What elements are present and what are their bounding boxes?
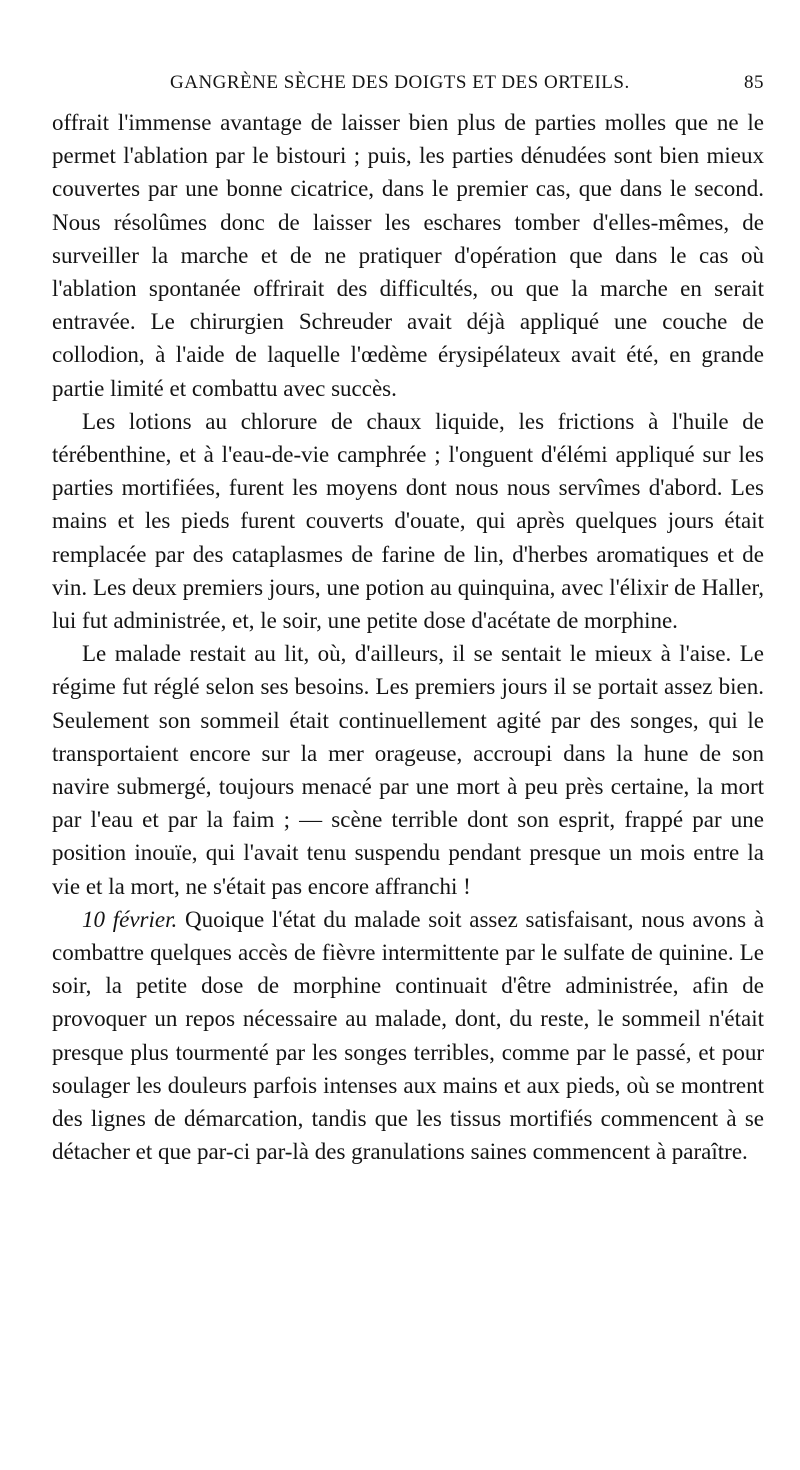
book-page xyxy=(52,72,764,1169)
paragraph-continuation: offrait l'immense avantage de laisser bien plus de parties molles que ne le permet l'ablation par le bistouri ; puis, les parties dénudées sont bien mieux couvertes par une bonne cicatrice, dans le premier cas, que dans le second. Nous résolûmes donc de laisser les eschares tomber d'elles-mêmes, de surveiller la marche et de ne pratiquer d'opération que dans le cas où l'ablation spontanée offrirait des difficultés, ou que la marche en serait entravée. Le chirurgien Schreuder avait déjà appliqué une couche de collodion, à l'aide de laquelle l'œdème érysipélateux avait été, en grande partie limité et combattu avec succès. xyxy=(52,110,764,401)
paragraph-treatment: Les lotions au chlorure de chaux liquide, les frictions à l'huile de térébenthine, et à l'eau-de-vie camphrée ; l'onguent d'élémi appliqué sur les parties mortifiées, furent les moyens dont nous nous servîmes d'abord. Les mains et les pieds furent couverts d'ouate, qui après quelques jours était remplacée par des cataplasmes de farine de lin, d'herbes aromatiques et de vin. Les deux premiers jours, une potion au quinquina, avec l'élixir de Haller, lui fut administrée, et, le soir, une petite dose d'acétate de morphine. xyxy=(52,408,764,634)
body-text xyxy=(52,106,764,1169)
entry-text: Quoique l'état du malade soit assez satisfaisant, nous avons à combattre quelques accès de fièvre intermittente par le sulfate de quinine. Le soir, la petite dose de morphine continuait d'être administrée, afin de provoquer un repos nécessaire au malade, dont, du reste, le sommeil n'était presque plus tourmenté par les songes terribles, comme par le passé, et pour soulager les douleurs parfois intenses aux mains et aux pieds, où se montrent des lignes de démarcation, tandis que les tissus mortifiés commencent à se détacher et que par-ci par-là des granulations saines commencent à paraître. xyxy=(52,906,764,1165)
page-number: 85 xyxy=(744,72,764,93)
paragraph-dated-entry xyxy=(52,903,764,1169)
entry-date: 10 février. xyxy=(82,906,178,932)
running-head xyxy=(52,72,764,106)
paragraph-patient-state: Le malade restait au lit, où, d'ailleurs, il se sentait le mieux à l'aise. Le régime fut réglé selon ses besoins. Les premiers jours il se portait assez bien. Seulement son sommeil était continuellement agité par des songes, qui le transportaient encore sur la mer orageuse, accroupi dans la hune de son navire submergé, toujours menacé par une mort à peu près certaine, la mort par l'eau et par la faim ; — scène terrible dont son esprit, frappé par une position inouïe, qui l'avait tenu suspendu pendant presque un mois entre la vie et la mort, ne s'était pas encore affranchi ! xyxy=(52,641,764,899)
running-title: GANGRÈNE SÈCHE DES DOIGTS ET DES ORTEILS. xyxy=(170,72,630,93)
